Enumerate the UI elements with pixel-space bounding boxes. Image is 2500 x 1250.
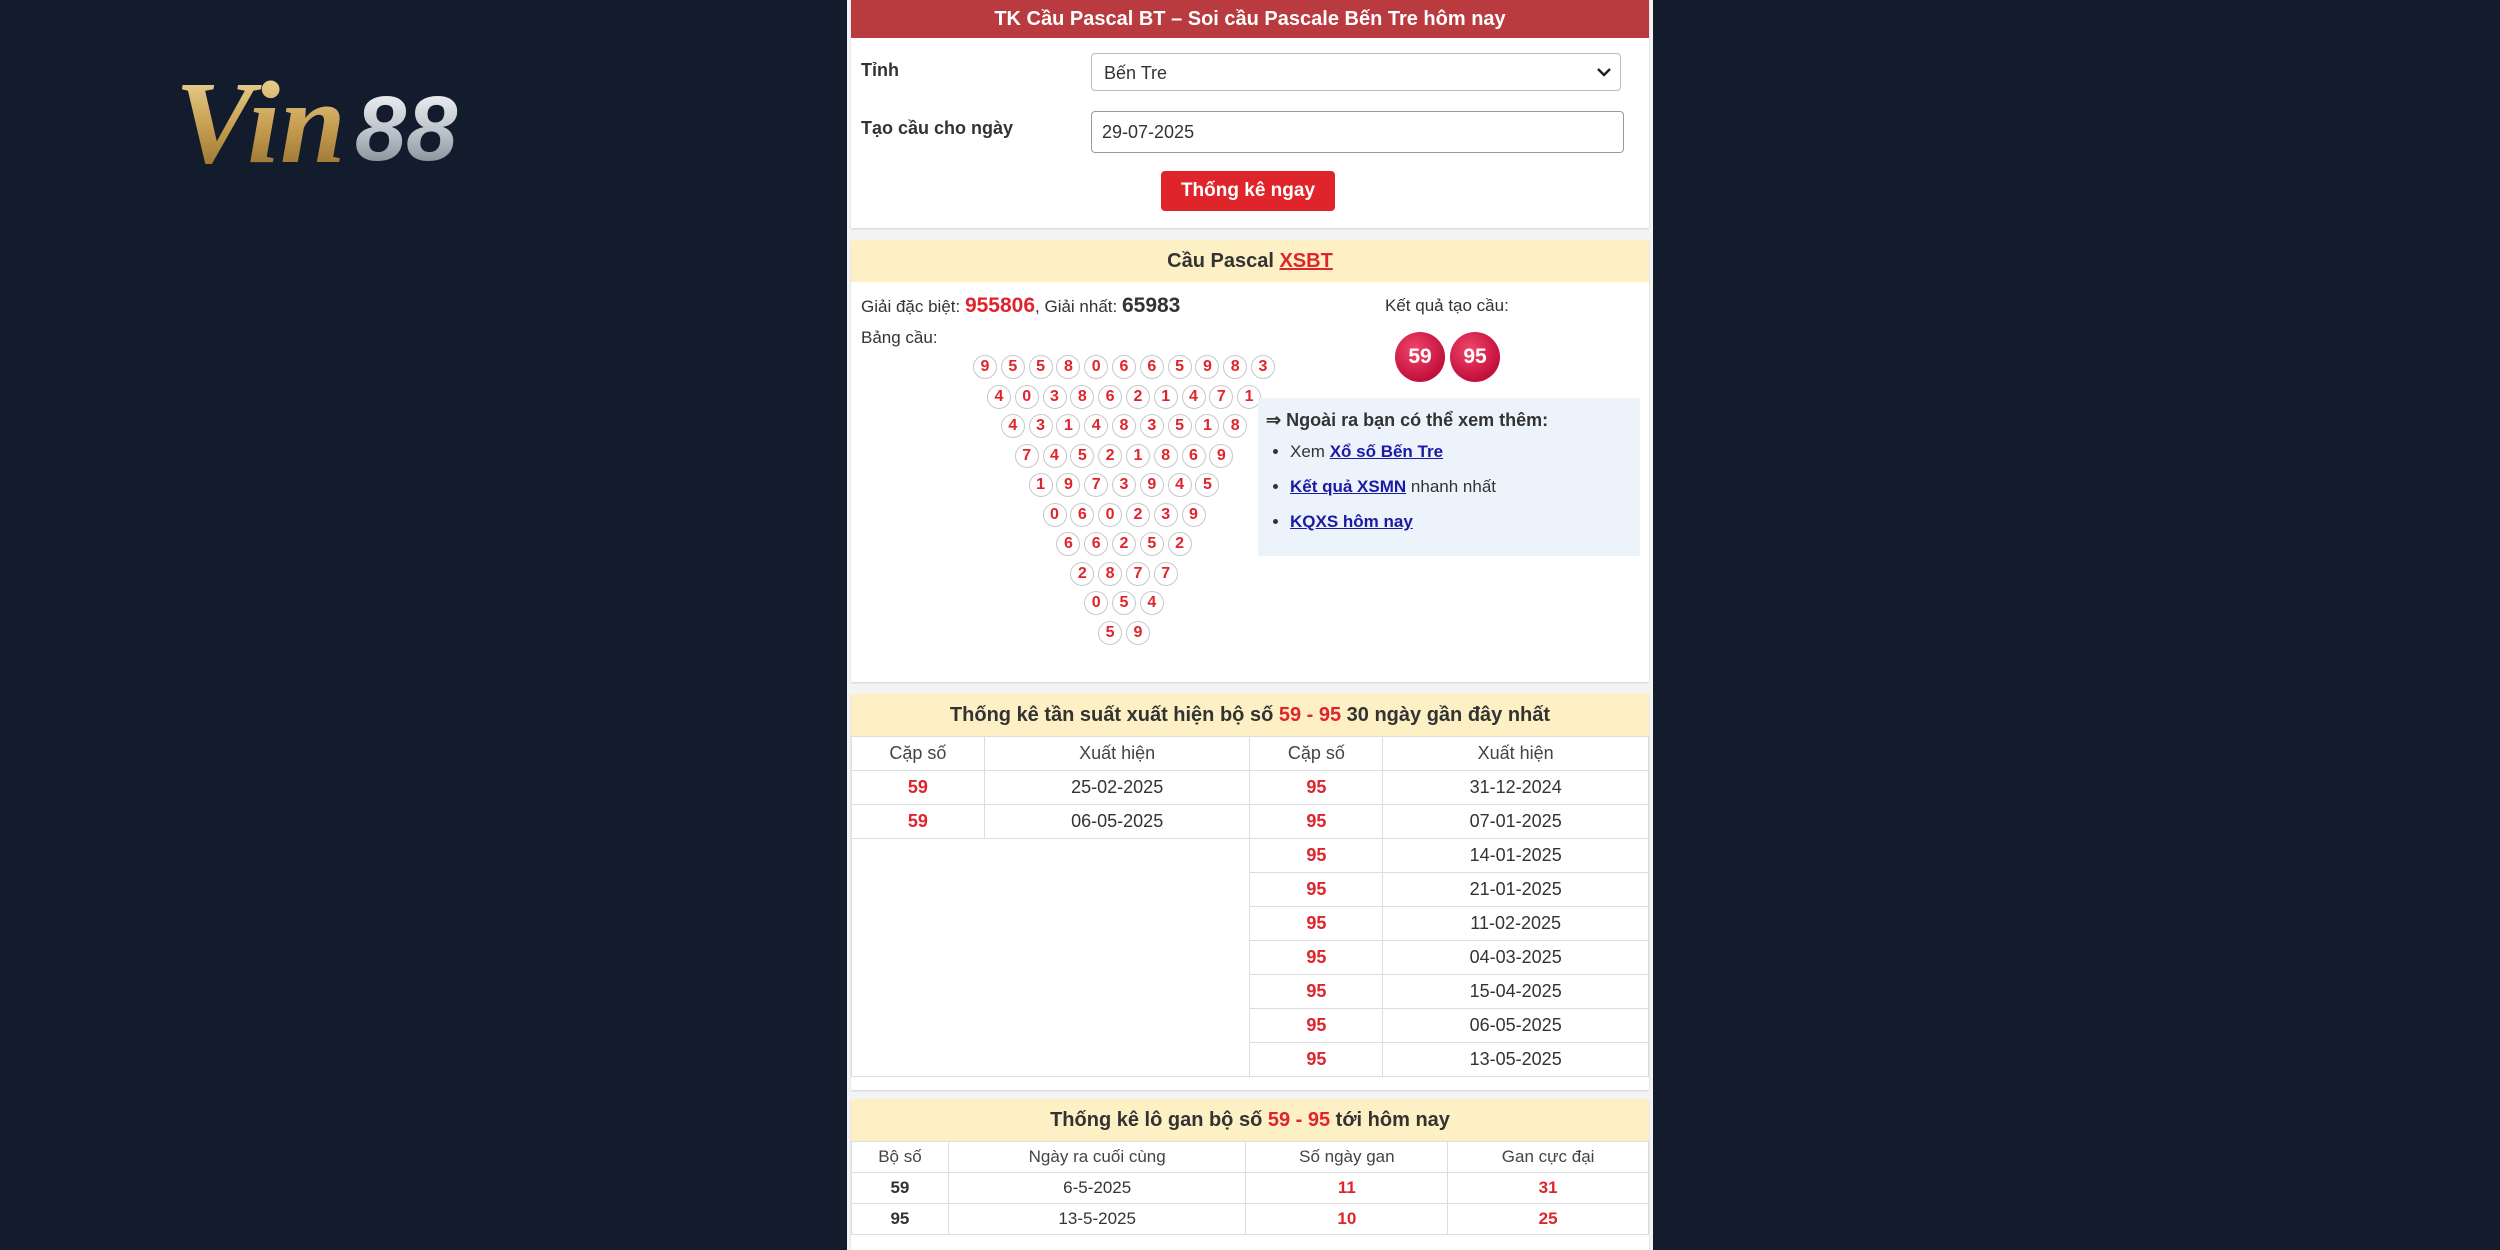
- pascal-ball: 4: [1043, 444, 1067, 468]
- frequency-heading-pair: 59 - 95: [1278, 704, 1342, 726]
- special-prize-value: 955806: [964, 294, 1036, 317]
- first-prize-value: 65983: [1121, 294, 1181, 317]
- pascal-ball: 1: [1029, 473, 1053, 497]
- list-item: [1290, 469, 1496, 504]
- pascal-ball: 1: [1126, 444, 1150, 468]
- pascal-ball: 1: [1195, 414, 1219, 438]
- gan-section: [851, 1099, 1649, 1250]
- pascal-ball: 0: [1015, 385, 1039, 409]
- col-pair: Cặp số: [1250, 737, 1383, 771]
- freq-date: 31-12-2024: [1383, 771, 1649, 805]
- gan-pair: 59: [852, 1173, 949, 1204]
- ket-qua-xsmn-link[interactable]: Kết quả XSMN: [1290, 477, 1407, 496]
- pascal-form: [851, 0, 1649, 228]
- prize-line: [861, 294, 1180, 318]
- freq-date: 06-05-2025: [984, 805, 1250, 839]
- pascal-ball: 6: [1084, 532, 1108, 556]
- gan-pair: 95: [852, 1204, 949, 1235]
- pascal-ball: 2: [1112, 532, 1136, 556]
- result-ball: 95: [1450, 332, 1500, 382]
- pascal-ball: 5: [1195, 473, 1219, 497]
- table-row: [852, 771, 1649, 805]
- gan-last-date: 6-5-2025: [948, 1173, 1246, 1204]
- frequency-table: [851, 736, 1649, 1077]
- table-row: [852, 1204, 1649, 1235]
- content-column: [847, 0, 1653, 1250]
- col-max: Gan cực đại: [1448, 1142, 1649, 1173]
- pascal-ball: 9: [973, 355, 997, 379]
- pascal-ball: 3: [1112, 473, 1136, 497]
- freq-date: 07-01-2025: [1383, 805, 1649, 839]
- pascal-ball: 4: [1182, 385, 1206, 409]
- freq-pair: 59: [852, 805, 985, 839]
- pascal-ball: 7: [1154, 562, 1178, 586]
- see-more-box: [1258, 398, 1640, 556]
- pascal-heading: [851, 240, 1649, 282]
- pascal-ball: 4: [987, 385, 1011, 409]
- province-label: Tỉnh: [861, 60, 899, 80]
- freq-date: 21-01-2025: [1383, 873, 1649, 907]
- pascal-ball: 0: [1084, 591, 1108, 615]
- pascal-ball: 9: [1056, 473, 1080, 497]
- xsbt-link[interactable]: XSBT: [1279, 250, 1333, 272]
- pascal-ball: 2: [1126, 385, 1150, 409]
- pascal-ball: 1: [1056, 414, 1080, 438]
- link-suffix: nhanh nhất: [1406, 477, 1496, 496]
- pascal-ball: 4: [1084, 414, 1108, 438]
- pascal-ball: 9: [1209, 444, 1233, 468]
- gan-max: 31: [1448, 1173, 1649, 1204]
- pascal-ball: 8: [1112, 414, 1136, 438]
- col-date: Xuất hiện: [1383, 737, 1649, 771]
- pascal-ball: 5: [1070, 444, 1094, 468]
- pascal-ball: 3: [1029, 414, 1053, 438]
- pascal-ball: 5: [1001, 355, 1025, 379]
- col-pair: Cặp số: [852, 737, 985, 771]
- pascal-ball: 6: [1182, 444, 1206, 468]
- pascal-ball: 5: [1029, 355, 1053, 379]
- list-item: [1290, 434, 1496, 469]
- submit-button[interactable]: Thống kê ngay: [1161, 171, 1335, 211]
- freq-date: 25-02-2025: [984, 771, 1250, 805]
- logo-88: 88: [355, 78, 458, 172]
- logo-vin: Vin: [175, 57, 346, 172]
- freq-pair: 95: [1250, 1009, 1383, 1043]
- pascal-ball: 6: [1112, 355, 1136, 379]
- pascal-ball: 6: [1140, 355, 1164, 379]
- freq-date: 06-05-2025: [1383, 1009, 1649, 1043]
- pascal-ball: 3: [1140, 414, 1164, 438]
- frequency-section: [851, 694, 1649, 1090]
- freq-pair: 95: [1250, 805, 1383, 839]
- pascal-ball: 8: [1223, 355, 1247, 379]
- pascal-ball: 5: [1168, 414, 1192, 438]
- frequency-heading-text: Thống kê tần suất xuất hiện bộ số: [949, 704, 1279, 726]
- table-label: Bảng cầu:: [861, 328, 938, 347]
- pascal-ball: 9: [1140, 473, 1164, 497]
- gan-heading-suffix: tới hôm nay: [1330, 1109, 1450, 1131]
- gan-days: 10: [1246, 1204, 1448, 1235]
- table-header-row: [852, 737, 1649, 771]
- freq-pair: 95: [1250, 839, 1383, 873]
- pascal-ball: 7: [1209, 385, 1233, 409]
- freq-date: 14-01-2025: [1383, 839, 1649, 873]
- frequency-heading-suffix: 30 ngày gần đây nhất: [1341, 704, 1551, 726]
- pascal-ball: 8: [1070, 385, 1094, 409]
- table-header-row: [852, 1142, 1649, 1173]
- freq-pair: 59: [852, 771, 985, 805]
- form-title: TK Cầu Pascal BT – Soi cầu Pascale Bến Tre hôm nay: [851, 0, 1649, 38]
- pascal-ball: 2: [1070, 562, 1094, 586]
- pascal-ball: 4: [1001, 414, 1025, 438]
- pascal-ball: 4: [1168, 473, 1192, 497]
- pascal-ball: 0: [1098, 503, 1122, 527]
- pascal-ball: 2: [1168, 532, 1192, 556]
- pascal-section: [851, 240, 1649, 682]
- empty-cell: [852, 839, 1250, 1077]
- freq-pair: 95: [1250, 1043, 1383, 1077]
- result-label: Kết quả tạo cầu:: [1385, 296, 1509, 315]
- pascal-ball: 1: [1237, 385, 1261, 409]
- pascal-ball: 9: [1182, 503, 1206, 527]
- date-label: Tạo cầu cho ngày: [861, 118, 1014, 138]
- gan-heading-text: Thống kê lô gan bộ số: [1050, 1109, 1268, 1131]
- table-row: [852, 805, 1649, 839]
- col-last: Ngày ra cuối cùng: [948, 1142, 1246, 1173]
- freq-pair: 95: [1250, 907, 1383, 941]
- list-item: [1290, 504, 1496, 539]
- pascal-ball: 9: [1195, 355, 1219, 379]
- freq-date: 04-03-2025: [1383, 941, 1649, 975]
- date-input[interactable]: 29-07-2025: [1091, 111, 1624, 153]
- table-row: [852, 1173, 1649, 1204]
- province-value: Bến Tre: [1104, 63, 1168, 83]
- freq-date: 11-02-2025: [1383, 907, 1649, 941]
- col-date: Xuất hiện: [984, 737, 1250, 771]
- gan-heading-pair: 59 - 95: [1267, 1109, 1331, 1131]
- pascal-ball: 7: [1015, 444, 1039, 468]
- pascal-ball: 5: [1098, 621, 1122, 645]
- pascal-ball: 0: [1084, 355, 1108, 379]
- freq-pair: 95: [1250, 975, 1383, 1009]
- pascal-ball: 6: [1098, 385, 1122, 409]
- col-days: Số ngày gan: [1246, 1142, 1448, 1173]
- gan-max: 25: [1448, 1204, 1649, 1235]
- freq-date: 15-04-2025: [1383, 975, 1649, 1009]
- first-prize-label: , Giải nhất:: [1035, 297, 1122, 316]
- pascal-ball: 5: [1168, 355, 1192, 379]
- chevron-down-icon: [1596, 54, 1612, 105]
- pascal-ball: 3: [1154, 503, 1178, 527]
- pascal-ball: 1: [1154, 385, 1178, 409]
- freq-pair: 95: [1250, 941, 1383, 975]
- frequency-heading: [851, 694, 1649, 736]
- freq-pair: 95: [1250, 873, 1383, 907]
- pascal-ball: 7: [1084, 473, 1108, 497]
- xo-so-ben-tre-link[interactable]: Xổ số Bến Tre: [1329, 442, 1444, 461]
- table-row: [852, 839, 1649, 873]
- pascal-ball: 5: [1112, 591, 1136, 615]
- pascal-ball: 8: [1223, 414, 1247, 438]
- pascal-ball: 2: [1126, 503, 1150, 527]
- pascal-ball: 3: [1043, 385, 1067, 409]
- pascal-heading-text: Cầu Pascal: [1167, 250, 1280, 272]
- special-prize-label: Giải đặc biệt:: [861, 297, 965, 316]
- pascal-ball: 0: [1043, 503, 1067, 527]
- link-prefix: Xem: [1290, 442, 1330, 461]
- pascal-ball: 6: [1070, 503, 1094, 527]
- gan-table: [851, 1141, 1649, 1235]
- result-ball: 59: [1395, 332, 1445, 382]
- vin88-logo[interactable]: [175, 52, 535, 172]
- freq-pair: 95: [1250, 771, 1383, 805]
- kqxs-hom-nay-link[interactable]: KQXS hôm nay: [1290, 512, 1413, 531]
- pascal-ball: 8: [1154, 444, 1178, 468]
- pascal-ball: 9: [1126, 621, 1150, 645]
- gan-heading: [851, 1099, 1649, 1141]
- province-select[interactable]: [1091, 53, 1621, 91]
- pascal-ball: 7: [1126, 562, 1150, 586]
- pascal-ball: 8: [1098, 562, 1122, 586]
- pascal-ball: 4: [1140, 591, 1164, 615]
- pascal-ball: 2: [1098, 444, 1122, 468]
- see-more-title: ⇒ Ngoài ra bạn có thể xem thêm:: [1266, 410, 1549, 430]
- pascal-ball: 8: [1056, 355, 1080, 379]
- gan-days: 11: [1246, 1173, 1448, 1204]
- pascal-ball: 5: [1140, 532, 1164, 556]
- pascal-ball: 6: [1056, 532, 1080, 556]
- gan-last-date: 13-5-2025: [948, 1204, 1246, 1235]
- freq-date: 13-05-2025: [1383, 1043, 1649, 1077]
- col-pair: Bộ số: [852, 1142, 949, 1173]
- pascal-ball: 3: [1251, 355, 1275, 379]
